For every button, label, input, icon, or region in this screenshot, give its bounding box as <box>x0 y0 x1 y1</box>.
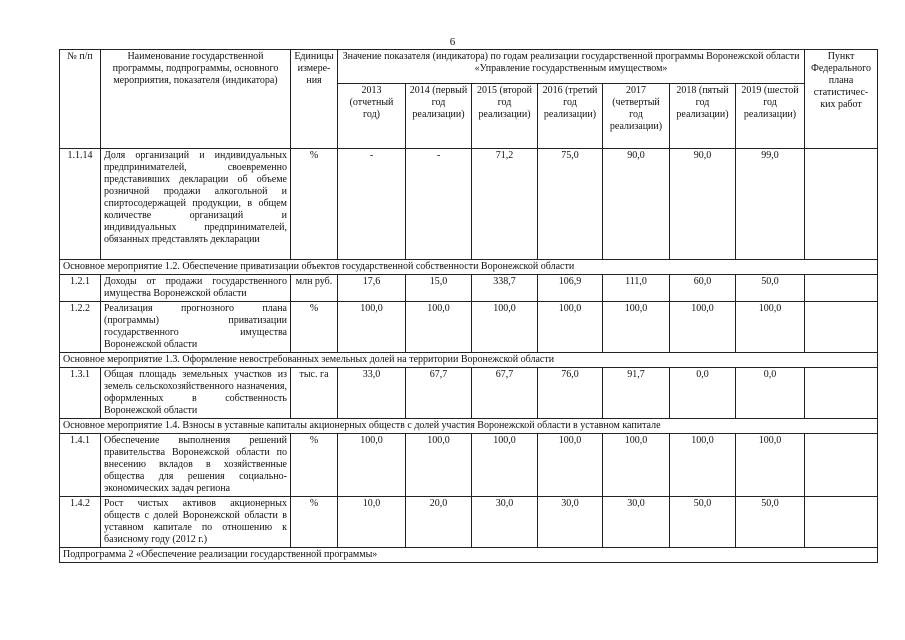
row-number: 1.4.1 <box>60 434 101 497</box>
value-cell: 75,0 <box>538 149 603 260</box>
unit-cell: % <box>291 497 338 548</box>
value-cell: 100,0 <box>736 434 805 497</box>
value-cell: 67,7 <box>406 368 472 419</box>
indicator-name: Доля организаций и индивидуальных предпринимателей, своевременно представивших декларации об объеме розничной продажи алкогольной и спиртосодержащей продукции, в общем количестве организаций и индивидуальных предпринимателей, обязанных представлять декларации <box>101 149 291 260</box>
unit-cell: % <box>291 434 338 497</box>
header-plan: Пункт Федерального плана статистичес-ких работ <box>805 50 878 149</box>
section-row <box>60 260 878 275</box>
table-row <box>60 149 878 260</box>
table-row <box>60 497 878 548</box>
indicator-name: Доходы от продажи государственного имущества Воронежской области <box>101 275 291 302</box>
value-cell: 91,7 <box>603 368 670 419</box>
page-number: 6 <box>449 36 456 48</box>
plan-cell <box>805 149 878 260</box>
value-cell: - <box>406 149 472 260</box>
value-cell: 0,0 <box>736 368 805 419</box>
unit-cell: % <box>291 149 338 260</box>
header-values: Значение показателя (индикатора) по годам реализации государственной программы Воронежской области «Управление государственным имуществом» <box>338 50 805 84</box>
value-cell: 76,0 <box>538 368 603 419</box>
indicator-name: Рост чистых активов акционерных обществ с долей Воронежской области в уставном капитале по отношению к базисному году (2012 г.) <box>101 497 291 548</box>
section-title: Основное мероприятие 1.4. Взносы в уставные капиталы акционерных обществ с долей участия Воронежской области в уставном капитале <box>60 419 878 434</box>
row-number: 1.2.1 <box>60 275 101 302</box>
value-cell: 100,0 <box>472 434 538 497</box>
header-unit: Единицы измере-ния <box>291 50 338 149</box>
value-cell: 100,0 <box>670 302 736 353</box>
section-row <box>60 548 878 563</box>
table-row <box>60 368 878 419</box>
value-cell: 71,2 <box>472 149 538 260</box>
row-number: 1.3.1 <box>60 368 101 419</box>
value-cell: 100,0 <box>538 302 603 353</box>
table-row <box>60 302 878 353</box>
section-title: Основное мероприятие 1.3. Оформление невостребованных земельных долей на территории Воронежской области <box>60 353 878 368</box>
unit-cell: тыс. га <box>291 368 338 419</box>
indicators-table <box>59 49 878 563</box>
value-cell: 99,0 <box>736 149 805 260</box>
value-cell: 30,0 <box>538 497 603 548</box>
unit-cell: млн руб. <box>291 275 338 302</box>
header-year: 2015 (второй год реализации) <box>472 84 538 149</box>
header-year: 2018 (пятый год реализации) <box>670 84 736 149</box>
value-cell: 10,0 <box>338 497 406 548</box>
indicator-name: Общая площадь земельных участков из земель сельскохозяйственного назначения, оформленных в собственность Воронежской области <box>101 368 291 419</box>
value-cell: 100,0 <box>472 302 538 353</box>
value-cell: - <box>338 149 406 260</box>
value-cell: 100,0 <box>538 434 603 497</box>
plan-cell <box>805 434 878 497</box>
plan-cell <box>805 302 878 353</box>
table-row <box>60 434 878 497</box>
value-cell: 67,7 <box>472 368 538 419</box>
header-year: 2014 (первый год реализации) <box>406 84 472 149</box>
section-title: Подпрограмма 2 «Обеспечение реализации государственной программы» <box>60 548 878 563</box>
value-cell: 50,0 <box>736 275 805 302</box>
value-cell: 15,0 <box>406 275 472 302</box>
value-cell: 50,0 <box>736 497 805 548</box>
value-cell: 111,0 <box>603 275 670 302</box>
header-name: Наименование государственной программы, подпрограммы, основного мероприятия, показателя (индикатора) <box>101 50 291 149</box>
value-cell: 100,0 <box>670 434 736 497</box>
section-row <box>60 419 878 434</box>
value-cell: 106,9 <box>538 275 603 302</box>
section-title: Основное мероприятие 1.2. Обеспечение приватизации объектов государственной собственности Воронежской области <box>60 260 878 275</box>
row-number: 1.2.2 <box>60 302 101 353</box>
value-cell: 100,0 <box>406 302 472 353</box>
value-cell: 90,0 <box>603 149 670 260</box>
value-cell: 100,0 <box>603 434 670 497</box>
value-cell: 33,0 <box>338 368 406 419</box>
value-cell: 90,0 <box>670 149 736 260</box>
header-year: 2017 (четвертый год реализации) <box>603 84 670 149</box>
value-cell: 50,0 <box>670 497 736 548</box>
value-cell: 17,6 <box>338 275 406 302</box>
plan-cell <box>805 275 878 302</box>
header-row-1 <box>60 50 878 84</box>
header-year: 2016 (третий год реализации) <box>538 84 603 149</box>
value-cell: 100,0 <box>338 434 406 497</box>
plan-cell <box>805 368 878 419</box>
value-cell: 30,0 <box>603 497 670 548</box>
indicator-name: Обеспечение выполнения решений правительства Воронежской области по внесению вкладов в хозяйственные общества для решения социально-экономических задач региона <box>101 434 291 497</box>
header-num: № п/п <box>60 50 101 149</box>
value-cell: 100,0 <box>406 434 472 497</box>
section-row <box>60 353 878 368</box>
plan-cell <box>805 497 878 548</box>
value-cell: 100,0 <box>338 302 406 353</box>
indicator-name: Реализация прогнозного плана (программы) приватизации государственного имущества Воронежской области <box>101 302 291 353</box>
table-row <box>60 275 878 302</box>
value-cell: 100,0 <box>603 302 670 353</box>
header-year: 2013 (отчетный год) <box>338 84 406 149</box>
value-cell: 338,7 <box>472 275 538 302</box>
value-cell: 60,0 <box>670 275 736 302</box>
value-cell: 30,0 <box>472 497 538 548</box>
value-cell: 100,0 <box>736 302 805 353</box>
value-cell: 0,0 <box>670 368 736 419</box>
row-number: 1.1.14 <box>60 149 101 260</box>
row-number: 1.4.2 <box>60 497 101 548</box>
value-cell: 20,0 <box>406 497 472 548</box>
header-year: 2019 (шестой год реализации) <box>736 84 805 149</box>
unit-cell: % <box>291 302 338 353</box>
table-body <box>60 149 878 563</box>
